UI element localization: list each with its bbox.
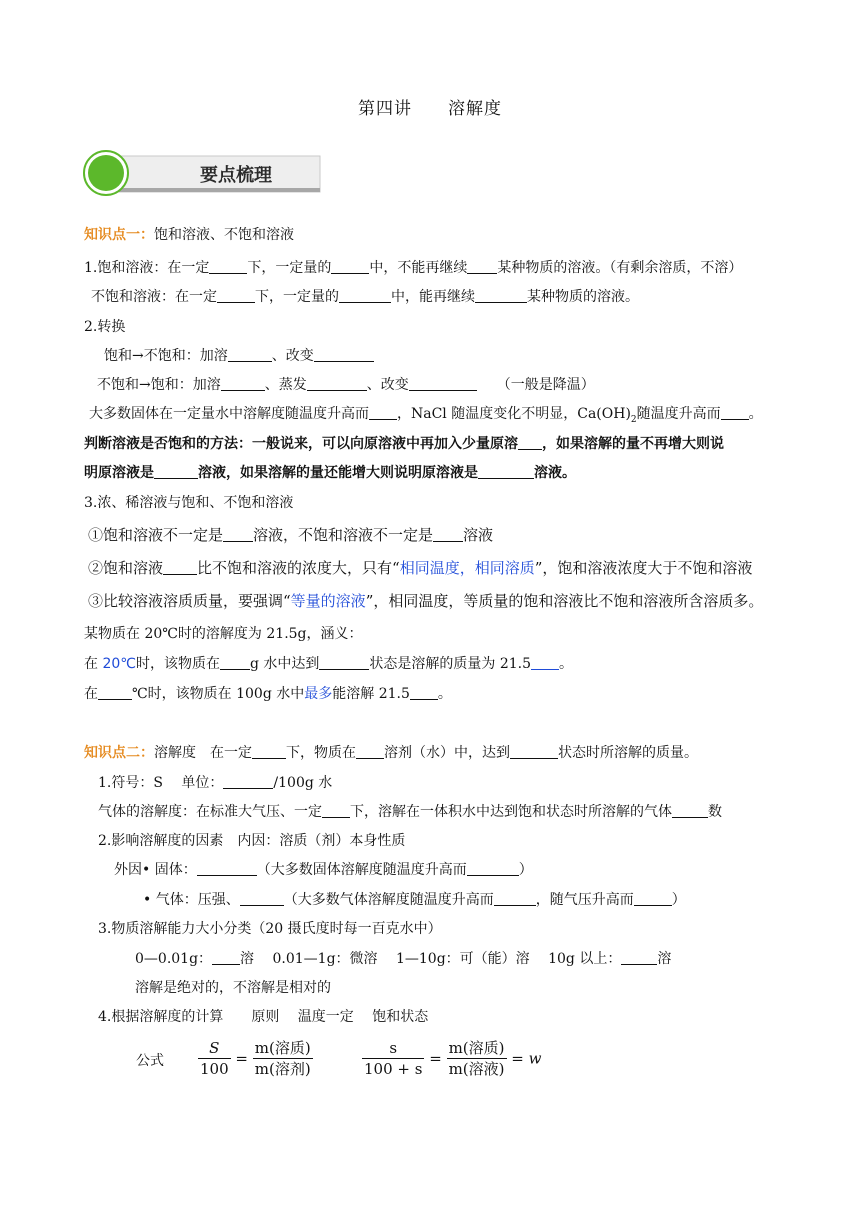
text: 外因• 固体：: [114, 862, 197, 878]
text: 、改变: [366, 377, 409, 393]
kp1-line-5: [97, 376, 595, 394]
kp2-line-5: [143, 891, 686, 909]
blank: [319, 655, 369, 670]
numerator: m(溶质): [254, 1039, 311, 1057]
numerator: s: [362, 1038, 424, 1059]
kp1-line-9: 3.浓、稀溶液与饱和、不饱和溶液: [84, 495, 294, 511]
text: （一般是降温）: [496, 377, 595, 393]
blank: [518, 435, 542, 450]
equals: =: [429, 1049, 442, 1068]
blank: [307, 376, 367, 391]
formula-label: 公式: [136, 1053, 164, 1069]
blank: [467, 861, 519, 876]
text: 不饱和溶液：在一定: [91, 289, 217, 305]
kp1-line-8: [84, 464, 576, 482]
blank: [221, 376, 265, 391]
blank: [252, 744, 286, 759]
blank: [223, 774, 273, 789]
kp1-line-1: [84, 259, 742, 277]
blank: [467, 259, 497, 274]
kp2-line-9: 4.根据溶解度的计算 原则 温度一定 饱和状态: [98, 1009, 429, 1025]
kp1-line-13: 某物质在 20℃时的溶解度为 21.5g，涵义：: [84, 626, 363, 642]
blank: [510, 744, 558, 759]
text: 溶液: [463, 526, 494, 544]
text: ，随气压升高而: [535, 892, 634, 908]
text: ）: [518, 862, 533, 878]
text: 大多数固体在一定量水中溶解度随温度升高而: [89, 406, 369, 422]
text: 某种物质的溶液。（有剩余溶质，不溶）: [497, 260, 743, 276]
text: 下，一定量的: [247, 260, 332, 276]
kp2-line-3: 2.影响溶解度的因素 内因：溶质（剂）本身性质: [98, 833, 406, 849]
text: 。: [437, 686, 452, 702]
subscript: 2: [630, 414, 637, 425]
text: 数: [708, 804, 722, 820]
highlight-text: 等量的溶液: [290, 592, 366, 610]
blank: [369, 405, 397, 420]
blank: [356, 744, 384, 759]
blank: [220, 655, 250, 670]
equals: =: [235, 1049, 248, 1068]
text: 中，不能再继续: [369, 260, 468, 276]
fraction: [198, 1038, 231, 1079]
kp1-line-11: [88, 559, 752, 577]
blank: [240, 891, 284, 906]
denominator: 100: [200, 1060, 229, 1078]
kp1-line-15: [84, 685, 452, 703]
kp2-line-4: [114, 861, 533, 879]
kp1-heading: [84, 226, 294, 244]
text: /100g 水: [273, 775, 333, 791]
text: ①饱和溶液不一定是: [88, 526, 224, 544]
text: ，如果溶解的量不再增大则说: [542, 436, 724, 452]
text: ，NaCl 随温度变化不明显，Ca(OH): [397, 406, 631, 422]
text: • 气体：压强、: [143, 892, 240, 908]
kp2-heading: [84, 744, 698, 762]
fraction: [447, 1038, 507, 1079]
text: 状态时所溶解的质量。: [558, 745, 698, 761]
kp1-line-4: [104, 347, 374, 365]
kp2-line-2: [98, 803, 722, 821]
text: 明原溶液是: [84, 465, 154, 481]
blank: [212, 950, 240, 965]
formula-1: [198, 1038, 313, 1079]
kp2-line-7: [135, 950, 671, 968]
banner-label: 要点梳理: [200, 165, 272, 186]
section-banner: [82, 150, 322, 196]
text: （大多数气体溶解度随温度升高而: [283, 892, 494, 908]
text: ℃时，该物质在 100g 水中: [132, 686, 305, 702]
blank: [672, 803, 708, 818]
text: 、改变: [271, 348, 314, 364]
blank: [475, 288, 527, 303]
text: 溶液，如果溶解的量还能增大则说明原溶液是: [198, 465, 478, 481]
text: ”，相同温度，等质量的饱和溶液比不饱和溶液所含溶质多。: [365, 592, 764, 610]
kp1-heading-text: 饱和溶液、不饱和溶液: [154, 227, 294, 243]
kp1-line-3: 2.转换: [84, 319, 126, 335]
text: 溶: [657, 951, 672, 967]
blank: [98, 685, 132, 700]
text: ②饱和溶液: [88, 559, 164, 577]
numerator: S: [198, 1038, 231, 1059]
blank: [223, 527, 253, 542]
text: 溶液，不饱和溶液不一定是: [253, 526, 434, 544]
text: ）: [671, 892, 686, 908]
fraction: [362, 1038, 424, 1079]
denominator: m(溶剂): [254, 1060, 311, 1078]
blank: [163, 560, 197, 575]
text: 某种物质的溶液。: [527, 289, 639, 305]
text: 随温度升高而: [636, 406, 721, 422]
blank: [339, 288, 391, 303]
text: 下，溶解在一体积水中达到饱和状态时所溶解的气体: [350, 804, 672, 820]
numerator: m(溶质): [448, 1039, 505, 1057]
kp1-line-10: [88, 526, 493, 544]
highlight-text: 相同温度，相同溶质: [399, 559, 535, 577]
blank: [478, 464, 534, 479]
text: 溶剂（水）中，达到: [384, 745, 510, 761]
text: 在: [84, 686, 98, 702]
blank: [331, 259, 369, 274]
text: g 水中达到: [250, 656, 320, 672]
text: ③比较溶液溶质质量，要强调“: [88, 592, 291, 610]
blank: [209, 259, 247, 274]
text: 。: [559, 656, 574, 672]
kp1-line-12: [88, 592, 763, 610]
text: 0—0.01g：: [135, 951, 213, 967]
text: 。: [748, 406, 763, 422]
formula-2: [362, 1038, 542, 1079]
blank: [197, 861, 257, 876]
blank: [322, 803, 350, 818]
text: 溶解度 在一定: [154, 745, 252, 761]
text: 下，一定量的: [255, 289, 339, 305]
blank: [433, 527, 463, 542]
kp2-line-6: 3.物质溶解能力大小分类（20 摄氏度时每一百克水中）: [98, 921, 442, 937]
kp2-line-8: 溶解是绝对的，不溶解是相对的: [135, 980, 331, 996]
text: 能溶解 21.5: [332, 686, 410, 702]
blank: [228, 347, 272, 362]
text: 时，该物质在: [136, 656, 220, 672]
kp2-heading-label: 知识点二：: [84, 745, 154, 761]
blank: [314, 347, 374, 362]
text: 溶 0.01—1g：微溶 1—10g：可（能）溶 10g 以上：: [240, 951, 622, 967]
text: 1.饱和溶液：在一定: [84, 260, 210, 276]
text: 1.符号：S 单位：: [98, 775, 224, 791]
text: 饱和→不饱和：加溶: [104, 348, 228, 364]
text: 不饱和→饱和：加溶: [97, 377, 221, 393]
text: ”，饱和溶液浓度大于不饱和溶液: [534, 559, 753, 577]
page-title: 第四讲 溶解度: [358, 99, 502, 119]
kp1-line-6: [89, 405, 763, 429]
kp2-line-1: [98, 774, 332, 792]
denominator: m(溶液): [448, 1060, 505, 1078]
kp1-heading-label: 知识点一：: [84, 227, 154, 243]
denominator: 100 + s: [364, 1060, 423, 1078]
text: 溶液。: [534, 465, 576, 481]
text: （大多数固体溶解度随温度升高而: [256, 862, 467, 878]
kp1-line-7: [84, 435, 724, 453]
kp1-line-2: [91, 288, 639, 306]
highlight-text: 最多: [304, 686, 333, 702]
blank: [621, 950, 657, 965]
blank: [217, 288, 255, 303]
blank: [634, 891, 672, 906]
text: 中，能再继续: [391, 289, 475, 305]
fraction: [253, 1038, 313, 1079]
mass-fraction-symbol: w: [528, 1049, 542, 1068]
highlight-text: 20℃: [102, 656, 136, 672]
text: 比不饱和溶液的浓度大，只有“: [197, 559, 400, 577]
text: 在: [84, 656, 103, 672]
equals: =: [511, 1049, 524, 1068]
blank: [410, 685, 438, 700]
text: 判断溶液是否饱和的方法：一般说来，可以向原溶液中再加入少量原溶: [84, 436, 518, 452]
text: 状态是溶解的质量为 21.5: [369, 656, 532, 672]
blank: [494, 891, 536, 906]
text: 气体的溶解度：在标准大气压、一定: [98, 804, 322, 820]
blank: [531, 655, 559, 670]
blank: [154, 464, 198, 479]
blank: [409, 376, 477, 391]
kp1-line-14: [84, 655, 573, 673]
text: 下，物质在: [286, 745, 356, 761]
blank: [721, 405, 749, 420]
text: 、蒸发: [264, 377, 307, 393]
